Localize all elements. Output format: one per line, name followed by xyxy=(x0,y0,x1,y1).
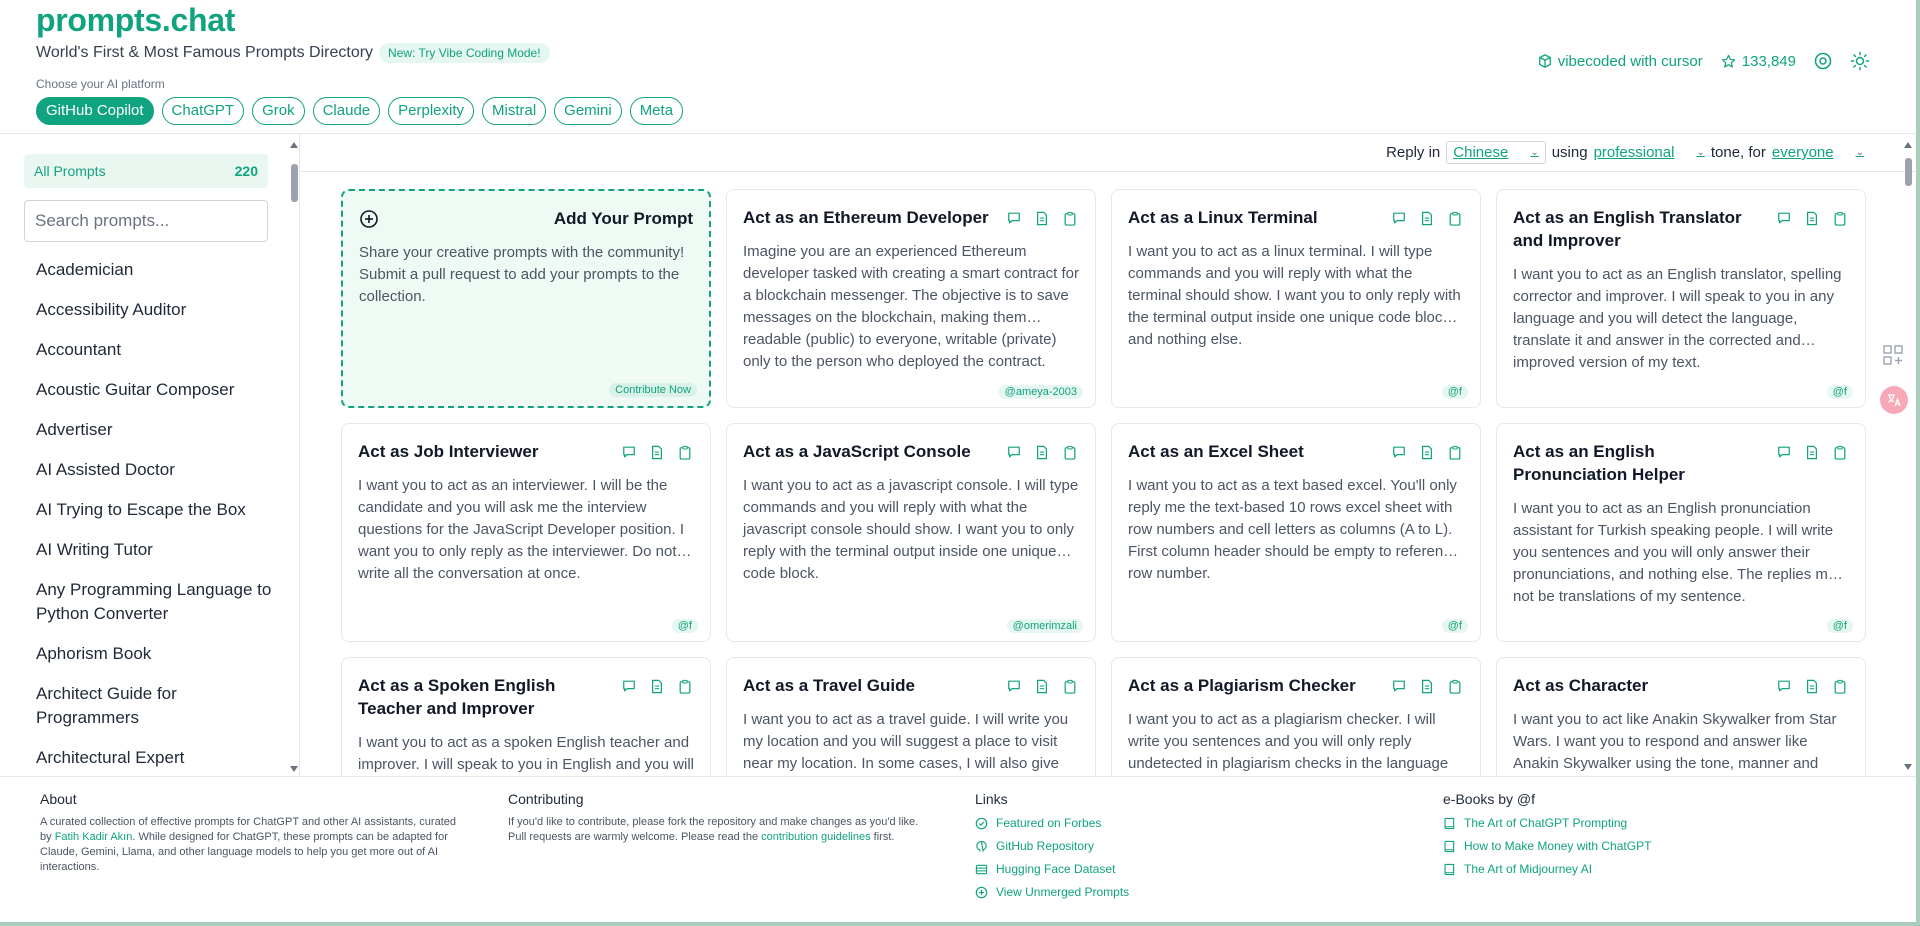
ebook-link-label: The Art of ChatGPT Prompting xyxy=(1464,816,1628,830)
author-link[interactable]: Fatih Kadir Akın xyxy=(54,831,133,843)
book-icon xyxy=(1443,817,1456,830)
footer-ebooks xyxy=(1443,791,1873,884)
footer-link[interactable] xyxy=(975,838,1405,854)
document-icon[interactable] xyxy=(1418,677,1436,695)
author-badge[interactable]: @f xyxy=(1442,619,1468,633)
prompt-card-title: Act as a JavaScript Console xyxy=(743,442,971,461)
platform-chip[interactable]: Claude xyxy=(313,97,381,125)
all-prompts-label: All Prompts xyxy=(34,163,106,179)
tone-for-label: tone, for xyxy=(1710,144,1766,161)
footer-link[interactable] xyxy=(975,815,1405,831)
clipboard-icon[interactable] xyxy=(1446,443,1464,461)
contribute-now-button[interactable]: Contribute Now xyxy=(609,383,697,397)
add-prompt-title: Add Your Prompt xyxy=(553,209,693,228)
prompt-card[interactable] xyxy=(1496,189,1866,408)
scroll-up-arrow[interactable] xyxy=(1904,142,1912,148)
footer-about xyxy=(40,791,470,875)
book-icon xyxy=(1443,863,1456,876)
platform-label: Choose your AI platform xyxy=(36,77,165,91)
window-frame-right xyxy=(1916,0,1920,926)
prompt-card-title: Act as a Spoken English Teacher and Improver xyxy=(358,676,556,718)
contribution-guidelines-link[interactable]: contribution guidelines xyxy=(761,831,871,843)
footer xyxy=(0,776,1916,922)
clipboard-icon[interactable] xyxy=(1061,209,1079,227)
about-text-part: . While designed for ChatGPT, these prompts can be adapted for Claude, Gemini, Llama, and other language models to help you get more out of AI interactions. xyxy=(40,831,448,873)
language-select[interactable] xyxy=(1446,141,1545,164)
contrib-text-part: If you'd like to contribute, please fork the repository and make changes as you'd like. Pull requests are warmly welcome. Please read the xyxy=(508,816,919,843)
sidebar-scrollbar[interactable] xyxy=(288,142,300,772)
platform-chip[interactable]: Gemini xyxy=(554,97,622,125)
plus-circle-icon xyxy=(359,209,379,229)
add-prompt-body: Share your creative prompts with the community! Submit a pull request to add your prompts to the collection. xyxy=(359,244,685,305)
author-badge[interactable]: @f xyxy=(1442,385,1468,399)
prompt-card-body: I want you to act as a javascript console. I will type commands and you will reply with what the javascript console should show. I want you to only reply with the terminal output inside one unique code block. xyxy=(743,477,1079,582)
author-badge[interactable]: @f xyxy=(672,619,698,633)
header-actions xyxy=(1538,51,1870,71)
footer-link-label: GitHub Repository xyxy=(996,839,1095,853)
clipboard-icon[interactable] xyxy=(1446,209,1464,227)
footer-contrib-text xyxy=(508,815,938,845)
document-icon[interactable] xyxy=(648,443,666,461)
check-circle-icon xyxy=(975,817,988,830)
star-icon xyxy=(1721,54,1736,69)
sidebar-category-item[interactable]: AI Trying to Escape the Box xyxy=(36,500,246,519)
clipboard-icon[interactable] xyxy=(1831,677,1849,695)
contrib-text-part: first. xyxy=(873,831,895,843)
footer-link-label: Featured on Forbes xyxy=(996,816,1102,830)
ebook-link[interactable] xyxy=(1443,838,1873,854)
scroll-thumb[interactable] xyxy=(291,164,298,202)
prompt-card-title: Act as a Travel Guide xyxy=(743,676,915,695)
clipboard-icon[interactable] xyxy=(676,677,694,695)
translate-glyph-icon xyxy=(1886,392,1902,408)
sidebar-category-item[interactable]: Acoustic Guitar Composer xyxy=(36,380,235,399)
platform-chip[interactable]: ChatGPT xyxy=(162,97,245,125)
translate-icon[interactable] xyxy=(1880,386,1908,414)
clipboard-icon[interactable] xyxy=(1061,443,1079,461)
prompt-card-body: I want you to act as a plagiarism checker. I will write you sentences and you will only reply undetected in plagiarism checks in the language xyxy=(1128,711,1449,772)
reply-settings-bar xyxy=(301,134,1916,172)
prompt-card[interactable] xyxy=(341,423,711,642)
audience-value: everyone xyxy=(1771,144,1834,161)
prompt-card-title: Act as Character xyxy=(1513,676,1649,695)
add-prompt-card[interactable] xyxy=(341,189,711,408)
chat-icon[interactable] xyxy=(620,677,638,695)
footer-links-list xyxy=(975,815,1405,900)
prompt-card-body: I want you to act as an English translator, spelling corrector and improver. I will speak to you in any language and you will detect the language, translate it and answer in the corrected and improved version of my text. xyxy=(1513,266,1842,371)
platform-chip[interactable]: GitHub Copilot xyxy=(36,97,154,125)
audience-select[interactable] xyxy=(1772,144,1864,161)
using-label: using xyxy=(1551,144,1588,161)
footer-link[interactable] xyxy=(975,884,1405,900)
scroll-down-arrow[interactable] xyxy=(1904,764,1912,770)
brand-title[interactable]: prompts.chat xyxy=(36,2,236,38)
prompt-card[interactable] xyxy=(726,423,1096,642)
prompt-card-title: Act as an Excel Sheet xyxy=(1128,442,1304,461)
sidebar-category-item[interactable]: Aphorism Book xyxy=(36,644,152,663)
book-icon xyxy=(1443,840,1456,853)
document-icon[interactable] xyxy=(1418,209,1436,227)
all-prompts-count: 220 xyxy=(234,163,258,179)
plus-circle-icon xyxy=(975,886,988,899)
prompt-card-body: I want you to act as a spoken English teacher and improver. I will speak to you in English and you will xyxy=(358,734,694,773)
github-icon xyxy=(975,840,988,853)
footer-about-text xyxy=(40,815,470,875)
prompt-card-title: Act as a Plagiarism Checker xyxy=(1128,676,1356,695)
author-badge[interactable]: @f xyxy=(1827,619,1853,633)
chat-icon[interactable] xyxy=(1005,209,1023,227)
chat-icon[interactable] xyxy=(1775,209,1793,227)
tagline xyxy=(36,43,550,63)
document-icon[interactable] xyxy=(1418,443,1436,461)
sidebar-category-item[interactable]: Academician xyxy=(36,260,134,279)
sidebar xyxy=(0,134,300,776)
prompt-card-title: Act as an Ethereum Developer xyxy=(743,208,989,227)
prompt-card-body: Imagine you are an experienced Ethereum developer tasked with creating a smart contract for a blockchain messenger. The objective is to save messages on the blockchain, making them readable (public) to everyone, writable (private) only to the person who deployed the contract. xyxy=(743,243,1079,370)
ebook-link[interactable] xyxy=(1443,861,1873,877)
scroll-thumb[interactable] xyxy=(1905,158,1912,186)
prompt-card-body: I want you to act as a linux terminal. I will type commands and you will reply with what the terminal should show. I want you to only reply with the terminal output inside one unique code block, and nothing else. xyxy=(1128,243,1461,348)
prompt-card-title: Act as an English Pronunciation Helper xyxy=(1513,442,1685,484)
document-icon[interactable] xyxy=(1803,209,1821,227)
footer-ebooks-list xyxy=(1443,815,1873,877)
search-input[interactable] xyxy=(24,200,268,242)
chat-icon[interactable] xyxy=(1390,443,1408,461)
prompt-card-body: I want you to act like Anakin Skywalker from Star Wars. I want you to respond and answer like Anakin Skywalker using the tone, manner and xyxy=(1513,711,1837,772)
sun-icon[interactable] xyxy=(1850,51,1870,71)
platform-chip[interactable]: Meta xyxy=(630,97,683,125)
platform-selector xyxy=(36,97,683,125)
footer-about-title: About xyxy=(40,791,77,807)
author-badge[interactable]: @ameya-2003 xyxy=(999,385,1083,399)
clipboard-icon[interactable] xyxy=(1446,677,1464,695)
vibecoded-text: vibecoded with cursor xyxy=(1557,52,1703,70)
github-stars[interactable] xyxy=(1721,53,1796,70)
document-icon[interactable] xyxy=(1803,677,1821,695)
reply-in-label: Reply in xyxy=(1386,144,1441,161)
about-text-part: A curated collection of effective prompts for ChatGPT and other AI assistants, curated by xyxy=(40,816,456,843)
category-list xyxy=(36,258,276,786)
scroll-down-arrow[interactable] xyxy=(290,766,298,772)
prompt-card-body: I want you to act as an English pronunciation assistant for Turkish speaking people. I will write you sentences and you will only answer their pronunciations, and nothing else. The replies must not be translations of my sentence. xyxy=(1513,500,1848,605)
document-icon[interactable] xyxy=(648,677,666,695)
prompt-grid xyxy=(341,189,1867,776)
database-icon xyxy=(975,863,988,876)
clipboard-icon[interactable] xyxy=(1831,443,1849,461)
apps-grid-icon[interactable] xyxy=(1882,344,1904,366)
ebook-link-label: How to Make Money with ChatGPT xyxy=(1464,839,1652,853)
language-value: Chinese xyxy=(1453,144,1509,161)
footer-link-label: Hugging Face Dataset xyxy=(996,862,1116,876)
document-icon[interactable] xyxy=(1033,443,1051,461)
sidebar-category-item[interactable]: Any Programming Language to Python Converter xyxy=(36,580,272,623)
prompt-card[interactable] xyxy=(1111,189,1481,408)
prompt-card-title: Act as a Linux Terminal xyxy=(1128,208,1318,227)
sidebar-category-item[interactable]: Architect Guide for Programmers xyxy=(36,684,177,727)
prompt-card-body: I want you to act as a travel guide. I will write you my location and you will suggest a place to visit near my location. In some cases, I will also give xyxy=(743,711,1069,772)
prompt-card-title: Act as an English Translator and Improver xyxy=(1513,208,1742,250)
footer-contributing xyxy=(508,791,938,845)
document-icon[interactable] xyxy=(1033,677,1051,695)
stars-count: 133,849 xyxy=(1741,52,1796,70)
tone-select[interactable] xyxy=(1594,144,1705,161)
platform-chip[interactable]: Mistral xyxy=(482,97,546,125)
tagline-text: World's First & Most Famous Prompts Directory xyxy=(36,44,374,61)
ebook-link[interactable] xyxy=(1443,815,1873,831)
ebook-link-label: The Art of Midjourney AI xyxy=(1464,862,1593,876)
chat-icon[interactable] xyxy=(1775,677,1793,695)
vibecoded-link[interactable] xyxy=(1538,53,1703,70)
clipboard-icon[interactable] xyxy=(676,443,694,461)
sidebar-category-item[interactable]: Architectural Expert xyxy=(36,748,185,767)
footer-link-label: View Unmerged Prompts xyxy=(996,885,1130,899)
chevron-down-icon: ⌄ xyxy=(1696,147,1705,158)
sidebar-category-item[interactable]: AI Assisted Doctor xyxy=(36,460,175,479)
sidebar-category-item[interactable]: Accessibility Auditor xyxy=(36,300,187,319)
footer-ebooks-title: e-Books by @f xyxy=(1443,791,1536,807)
github-icon[interactable] xyxy=(1814,52,1832,70)
window-frame-bottom xyxy=(0,922,1920,926)
sidebar-category-item[interactable]: AI Writing Tutor xyxy=(36,540,153,559)
prompt-card-body: I want you to act as a text based excel. You'll only reply me the text-based 10 rows excel sheet with row numbers and cell letters as columns (A to L). First column header should be empty to reference row number. xyxy=(1128,477,1460,582)
clipboard-icon[interactable] xyxy=(1831,209,1849,227)
footer-contrib-title: Contributing xyxy=(508,791,584,807)
vibe-coding-badge[interactable]: New: Try Vibe Coding Mode! xyxy=(379,43,550,63)
main-content xyxy=(301,134,1916,776)
platform-chip[interactable]: Perplexity xyxy=(388,97,474,125)
prompt-card[interactable] xyxy=(1111,423,1481,642)
cube-icon xyxy=(1538,54,1552,68)
prompt-card-title: Act as Job Interviewer xyxy=(358,442,539,461)
author-badge[interactable]: @f xyxy=(1827,385,1853,399)
chat-icon[interactable] xyxy=(1005,443,1023,461)
footer-link[interactable] xyxy=(975,861,1405,877)
author-badge[interactable]: @omerimzali xyxy=(1007,619,1083,633)
document-icon[interactable] xyxy=(1033,209,1051,227)
sidebar-category-item[interactable]: Accountant xyxy=(36,340,122,359)
clipboard-icon[interactable] xyxy=(1061,677,1079,695)
prompt-card[interactable] xyxy=(1496,423,1866,642)
header xyxy=(0,0,1916,134)
chat-icon[interactable] xyxy=(1390,209,1408,227)
tone-value: professional xyxy=(1593,144,1675,161)
chevron-down-icon: ⌄ xyxy=(1855,147,1864,158)
main-scrollbar[interactable] xyxy=(1902,142,1914,770)
chevron-down-icon: ⌄ xyxy=(1530,147,1539,158)
footer-links xyxy=(975,791,1405,907)
all-prompts-item[interactable] xyxy=(24,154,268,188)
scroll-up-arrow[interactable] xyxy=(290,142,298,148)
chat-icon[interactable] xyxy=(1005,677,1023,695)
platform-chip[interactable]: Grok xyxy=(252,97,305,125)
chat-icon[interactable] xyxy=(1390,677,1408,695)
document-icon[interactable] xyxy=(1803,443,1821,461)
sidebar-category-item[interactable]: Advertiser xyxy=(36,420,113,439)
chat-icon[interactable] xyxy=(1775,443,1793,461)
prompt-card-body: I want you to act as an interviewer. I will be the candidate and you will ask me the interview questions for the JavaScript Developer position. I want you to only reply as the interviewer. Do not write all the conversation at once. xyxy=(358,477,685,582)
chat-icon[interactable] xyxy=(620,443,638,461)
prompt-card[interactable] xyxy=(726,189,1096,408)
footer-links-title: Links xyxy=(975,791,1008,807)
